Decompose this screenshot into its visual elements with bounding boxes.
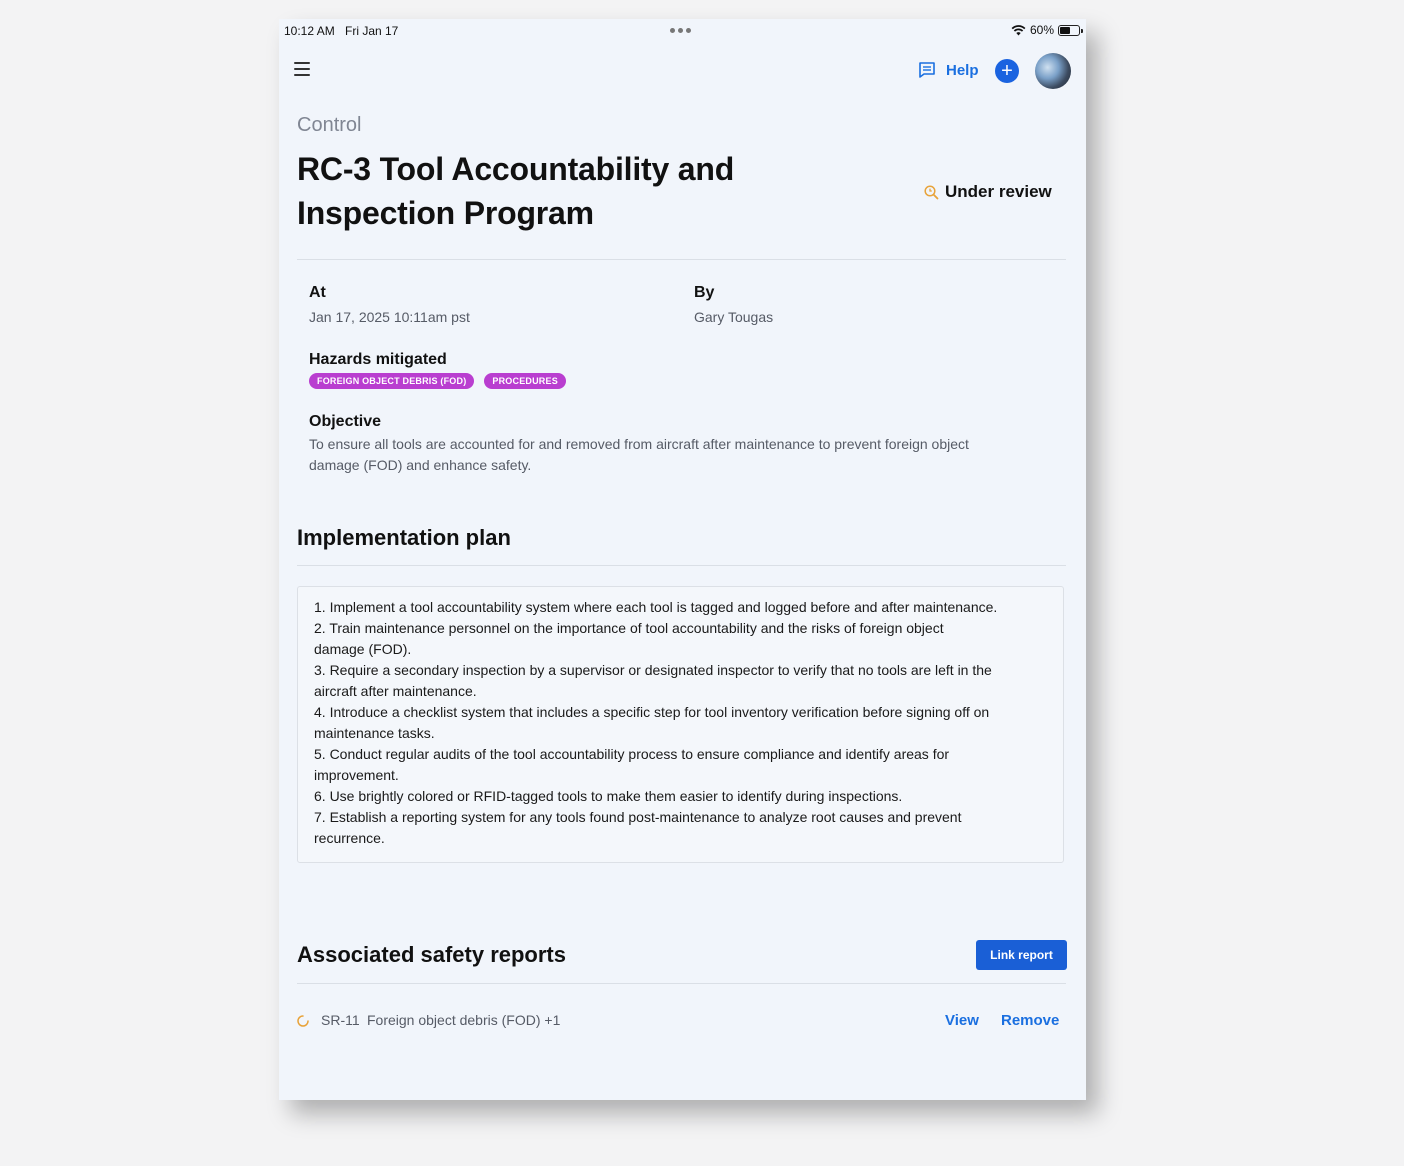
report-id: SR-11 xyxy=(321,1012,360,1028)
plan-line: 2. Train maintenance personnel on the importance of tool accountability and the risks of foreign object xyxy=(314,620,944,636)
plan-line: maintenance tasks. xyxy=(314,725,435,741)
plan-line: 4. Introduce a checklist system that includes a specific step for tool inventory verification before signing off on xyxy=(314,704,990,720)
plan-line: 1. Implement a tool accountability system where each tool is tagged and logged before and after maintenance. xyxy=(314,599,998,615)
hamburger-icon[interactable] xyxy=(294,62,310,76)
implementation-plan-box xyxy=(297,586,1064,863)
plan-line: 7. Establish a reporting system for any tools found post-maintenance to analyze root causes and prevent xyxy=(314,809,962,825)
wifi-icon xyxy=(1011,24,1026,36)
status-bar xyxy=(279,19,1086,43)
view-report-link[interactable]: View xyxy=(945,1012,979,1029)
status-date: Fri Jan 17 xyxy=(345,24,399,38)
plan-line: 6. Use brightly colored or RFID-tagged tools to make them easier to identify during inspections. xyxy=(314,788,903,804)
report-title: Foreign object debris (FOD) +1 xyxy=(367,1012,561,1028)
page-title-line-2: Inspection Program xyxy=(297,195,594,231)
magnifier-clock-icon xyxy=(924,185,939,200)
status-time: 10:12 AM xyxy=(284,24,335,38)
battery-percent: 60% xyxy=(1029,23,1054,37)
by-label: By xyxy=(694,284,715,301)
hazard-tag: FOREIGN OBJECT DEBRIS (FOD) xyxy=(309,373,474,389)
page-title-line-1: RC-3 Tool Accountability and xyxy=(297,151,735,187)
header-divider xyxy=(297,259,1066,260)
by-value: Gary Tougas xyxy=(694,309,774,325)
reports-divider xyxy=(297,983,1066,984)
at-label: At xyxy=(309,284,326,301)
spinner-icon xyxy=(297,1015,309,1027)
reports-title: Associated safety reports xyxy=(297,942,566,967)
status-text: Under review xyxy=(945,182,1052,201)
chat-bubble-icon xyxy=(917,60,937,80)
table-row xyxy=(297,1009,1066,1033)
plus-icon: + xyxy=(1001,60,1013,82)
page-eyebrow: Control xyxy=(297,114,362,136)
plan-line: 5. Conduct regular audits of the tool accountability process to ensure compliance and identify areas for xyxy=(314,746,950,762)
implementation-divider xyxy=(297,565,1066,566)
plan-line: aircraft after maintenance. xyxy=(314,683,477,699)
plan-line: 3. Require a secondary inspection by a supervisor or designated inspector to verify that no tools are left in the xyxy=(314,662,992,678)
device-frame xyxy=(279,19,1086,1100)
at-value: Jan 17, 2025 10:11am pst xyxy=(309,309,470,325)
link-report-button[interactable]: Link report xyxy=(976,940,1067,970)
status-badge xyxy=(924,182,1052,202)
battery-icon xyxy=(1058,25,1080,36)
avatar[interactable] xyxy=(1035,53,1071,89)
remove-report-link[interactable]: Remove xyxy=(1001,1012,1060,1029)
page-title xyxy=(297,147,817,235)
help-label: Help xyxy=(946,61,979,79)
add-button[interactable] xyxy=(995,59,1019,83)
objective-line: To ensure all tools are accounted for and removed from aircraft after maintenance to prevent foreign object xyxy=(309,436,969,452)
hazard-tags xyxy=(309,373,566,389)
plan-line: recurrence. xyxy=(314,830,385,846)
objective-text xyxy=(309,434,1049,476)
objective-line: damage (FOD) and enhance safety. xyxy=(309,457,532,473)
hazards-label: Hazards mitigated xyxy=(309,351,447,368)
help-button[interactable] xyxy=(917,60,979,80)
objective-label: Objective xyxy=(309,413,382,430)
plan-line: damage (FOD). xyxy=(314,641,412,657)
plan-line: improvement. xyxy=(314,767,399,783)
implementation-title: Implementation plan xyxy=(297,525,511,550)
hazard-tag: PROCEDURES xyxy=(484,373,566,389)
multitasking-dots-icon[interactable] xyxy=(670,28,691,33)
status-indicators xyxy=(1011,23,1080,37)
